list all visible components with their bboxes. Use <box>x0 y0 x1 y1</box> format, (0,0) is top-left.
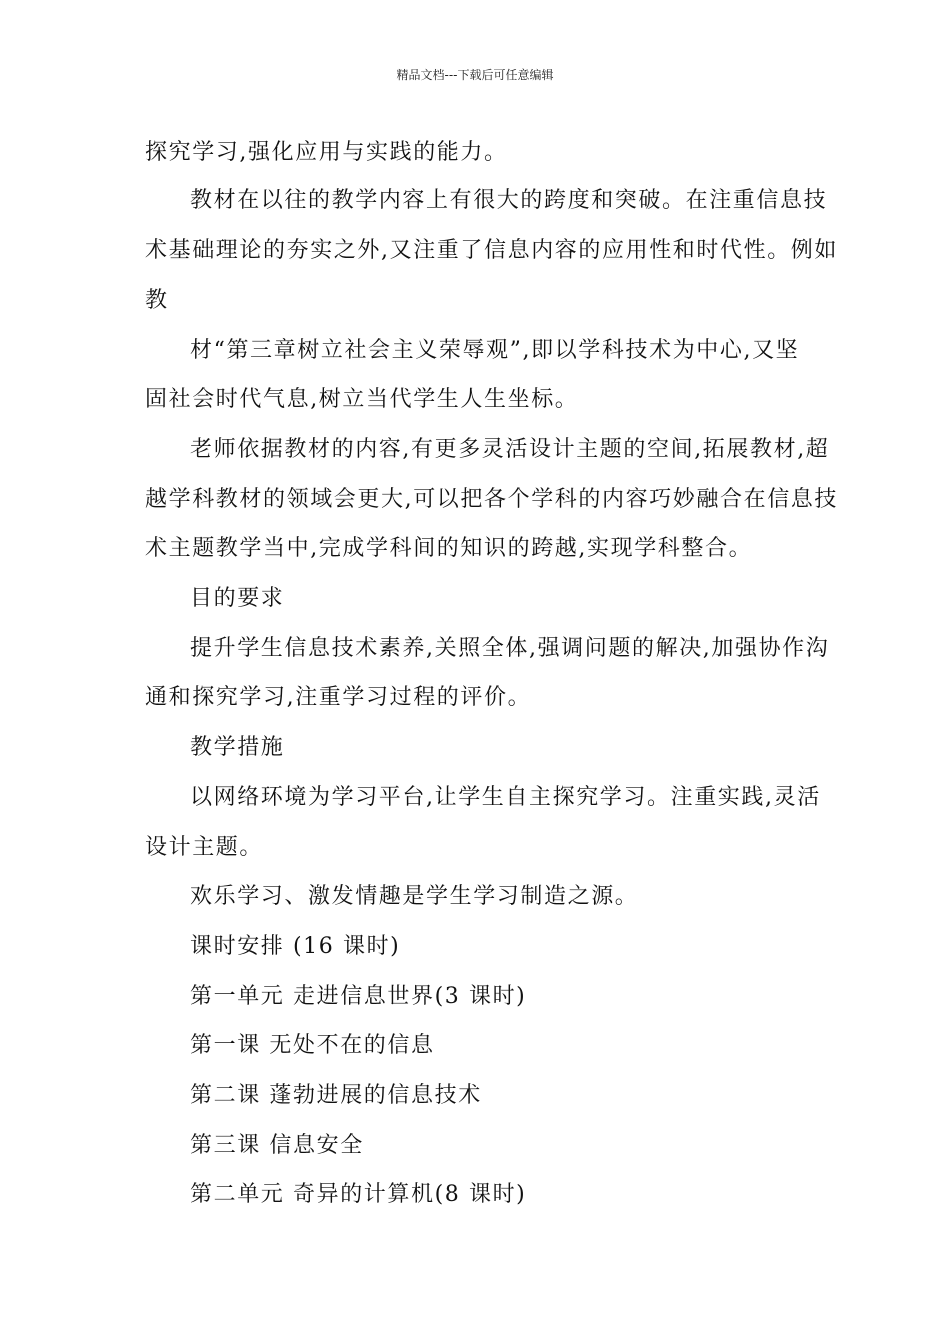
lesson-item: 第二课 蓬勃进展的信息技术 <box>190 1083 482 1108</box>
paragraph-line: 欢乐学习、激发情趣是学生学习制造之源。 <box>190 884 639 909</box>
paragraph-line: 探究学习,强化应用与实践的能力。 <box>145 140 508 165</box>
paragraph-line: 教 <box>145 288 169 313</box>
paragraph-line: 术基础理论的夯实之外,又注重了信息内容的应用性和时代性。例如 <box>145 238 838 263</box>
paragraph-line: 教材在以往的教学内容上有很大的跨度和突破。在注重信息技 <box>190 188 828 213</box>
unit-heading: 第二单元 奇异的计算机(8 课时) <box>190 1182 527 1207</box>
paragraph-line: 以网络环境为学习平台,让学生自主探究学习。注重实践,灵活 <box>190 785 821 810</box>
paragraph-line: 材“第三章树立社会主义荣辱观”,即以学科技术为中心,又坚 <box>190 338 800 363</box>
paragraph-line: 固社会时代气息,树立当代学生人生坐标。 <box>145 387 579 412</box>
paragraph-line: 提升学生信息技术素养,关照全体,强调问题的解决,加强协作沟 <box>190 636 830 661</box>
paragraph-line: 越学科教材的领域会更大,可以把各个学科的内容巧妙融合在信息技 <box>145 487 838 512</box>
paragraph-line: 老师依据教材的内容,有更多灵活设计主题的空间,拓展教材,超 <box>190 437 830 462</box>
section-heading: 目的要求 <box>190 586 285 611</box>
section-heading: 课时安排 (16 课时) <box>190 934 401 959</box>
paragraph-line: 术主题教学当中,完成学科间的知识的跨越,实现学科整合。 <box>145 536 753 561</box>
section-heading: 教学措施 <box>190 735 285 760</box>
paragraph-line: 设计主题。 <box>145 835 264 860</box>
page-header: 精品文档---下载后可任意编辑 <box>396 68 554 82</box>
lesson-item: 第一课 无处不在的信息 <box>190 1033 435 1058</box>
unit-heading: 第一单元 走进信息世界(3 课时) <box>190 984 527 1009</box>
paragraph-line: 通和探究学习,注重学习过程的评价。 <box>145 685 532 710</box>
lesson-item: 第三课 信息安全 <box>190 1133 364 1158</box>
